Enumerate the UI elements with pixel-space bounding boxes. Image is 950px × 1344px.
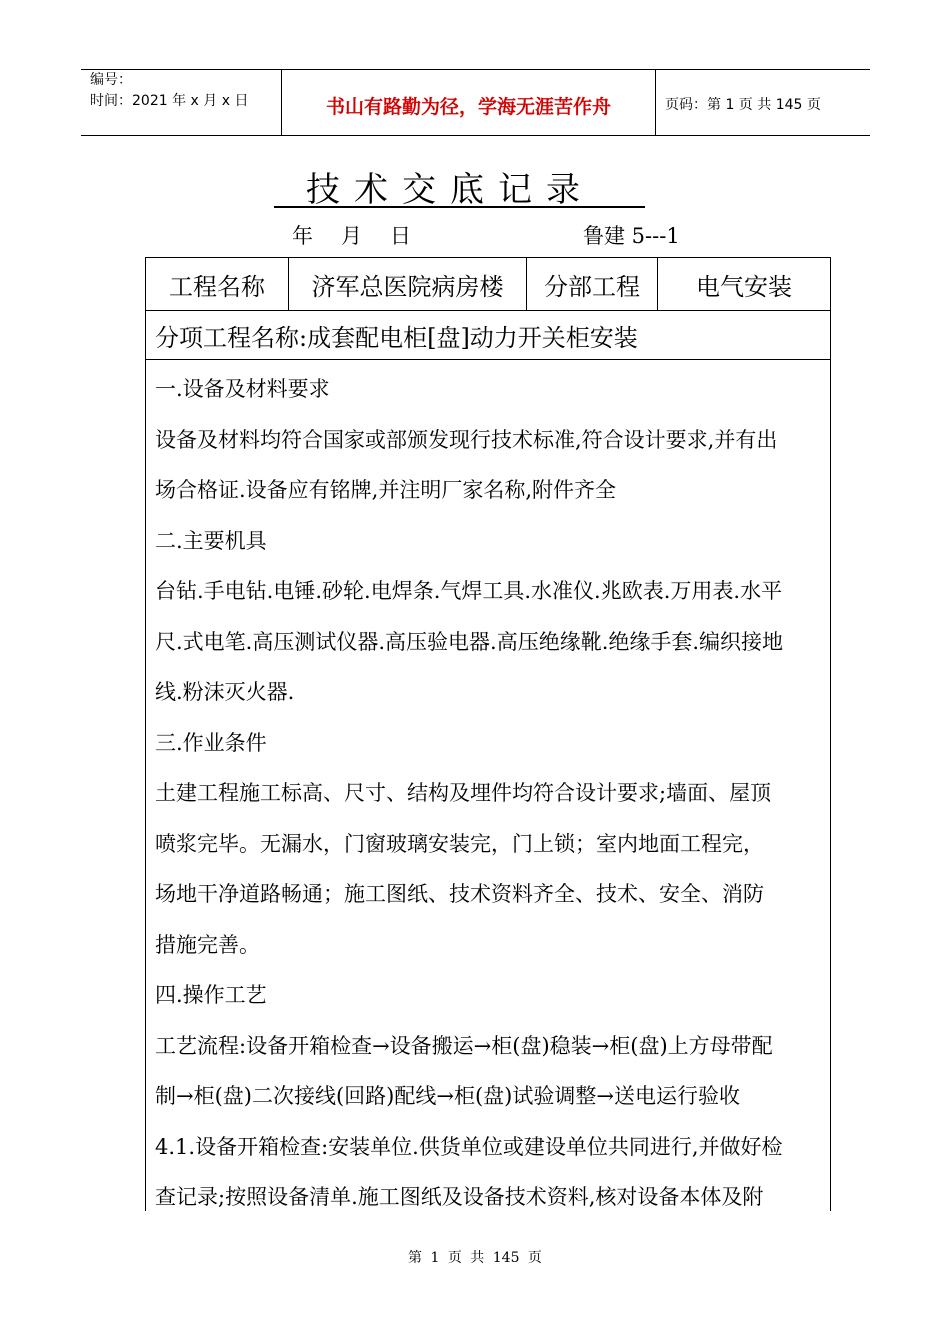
body-line: 制→柜(盘)二次接线(回路)配线→柜(盘)试验调整→送电运行验收 (155, 1084, 740, 1108)
subitem-row: 分项工程名称:成套配电柜[盘]动力开关柜安装 (146, 311, 830, 360)
body-line: 三.作业条件 (155, 730, 267, 755)
date-month: 月 (341, 224, 362, 248)
body-line: 设备及材料均符合国家或部颁发现行技术标准,符合设计要求,并有出 (155, 427, 778, 452)
body-line: 工艺流程:设备开箱检查→设备搬运→柜(盘)稳装→柜(盘)上方母带配 (155, 1033, 773, 1058)
body-line: 尺.式电笔.高压测试仪器.高压验电器.高压绝缘靴.绝缘手套.编织接地 (155, 629, 784, 654)
body-line: 查记录;按照设备清单.施工图纸及设备技术资料,核对设备本体及附 (155, 1185, 764, 1209)
body-line: 喷浆完毕。无漏水，门窗玻璃安装完，门上锁；室内地面工程完， (155, 831, 764, 856)
date-line (292, 220, 439, 250)
form-code: 鲁建 5---1 (583, 224, 680, 248)
header-meta (90, 70, 248, 112)
serial-label: 编号： (90, 72, 132, 88)
header-divider-right (655, 69, 656, 135)
header-bottom-rule (81, 135, 870, 136)
document-title: 技术交底记录 (306, 170, 594, 210)
body-line: 台钻.手电钻.电锤.砂轮.电焊条.气焊工具.水准仪.兆欧表.万用表.水平 (155, 579, 783, 603)
page-footer: 第 1 页 共 145 页 (408, 1250, 542, 1266)
body-line: 四.操作工艺 (155, 983, 267, 1007)
body-line: 4.1.设备开箱检查:安装单位.供货单位或建设单位共同进行,并做好检 (155, 1134, 783, 1159)
header-motto: 书山有路勤为径，学海无涯苦作舟 (325, 96, 611, 118)
header-divider-left (281, 69, 282, 135)
title-underline (274, 206, 645, 208)
header-page-info: 页码：第 1 页 共 145 页 (665, 97, 821, 113)
division-value: 电气安装 (696, 272, 792, 301)
project-row (146, 258, 830, 311)
disclosure-body (146, 360, 830, 1211)
body-line: 场合格证.设备应有铭牌,并注明厂家名称,附件齐全 (155, 478, 617, 502)
project-name-value: 济军总医院病房楼 (289, 258, 527, 310)
body-line: 一.设备及材料要求 (155, 377, 330, 401)
time-label: 时间：2021 年 x 月 x 日 (90, 93, 249, 109)
disclosure-table (145, 257, 831, 1211)
body-line: 土建工程施工标高、尺寸、结构及埋件均符合设计要求;墙面、屋顶 (155, 781, 772, 805)
body-line: 场地干净道路畅通；施工图纸、技术资料齐全、技术、安全、消防 (155, 882, 764, 906)
body-line: 措施完善。 (155, 932, 260, 957)
division-label: 分部工程 (527, 258, 658, 310)
project-name-label: 工程名称 (146, 258, 289, 310)
date-day: 日 (390, 224, 411, 248)
body-line: 线.粉沫灭火器. (155, 680, 295, 704)
body-line: 二.主要机具 (155, 528, 267, 553)
date-year: 年 (292, 224, 313, 248)
